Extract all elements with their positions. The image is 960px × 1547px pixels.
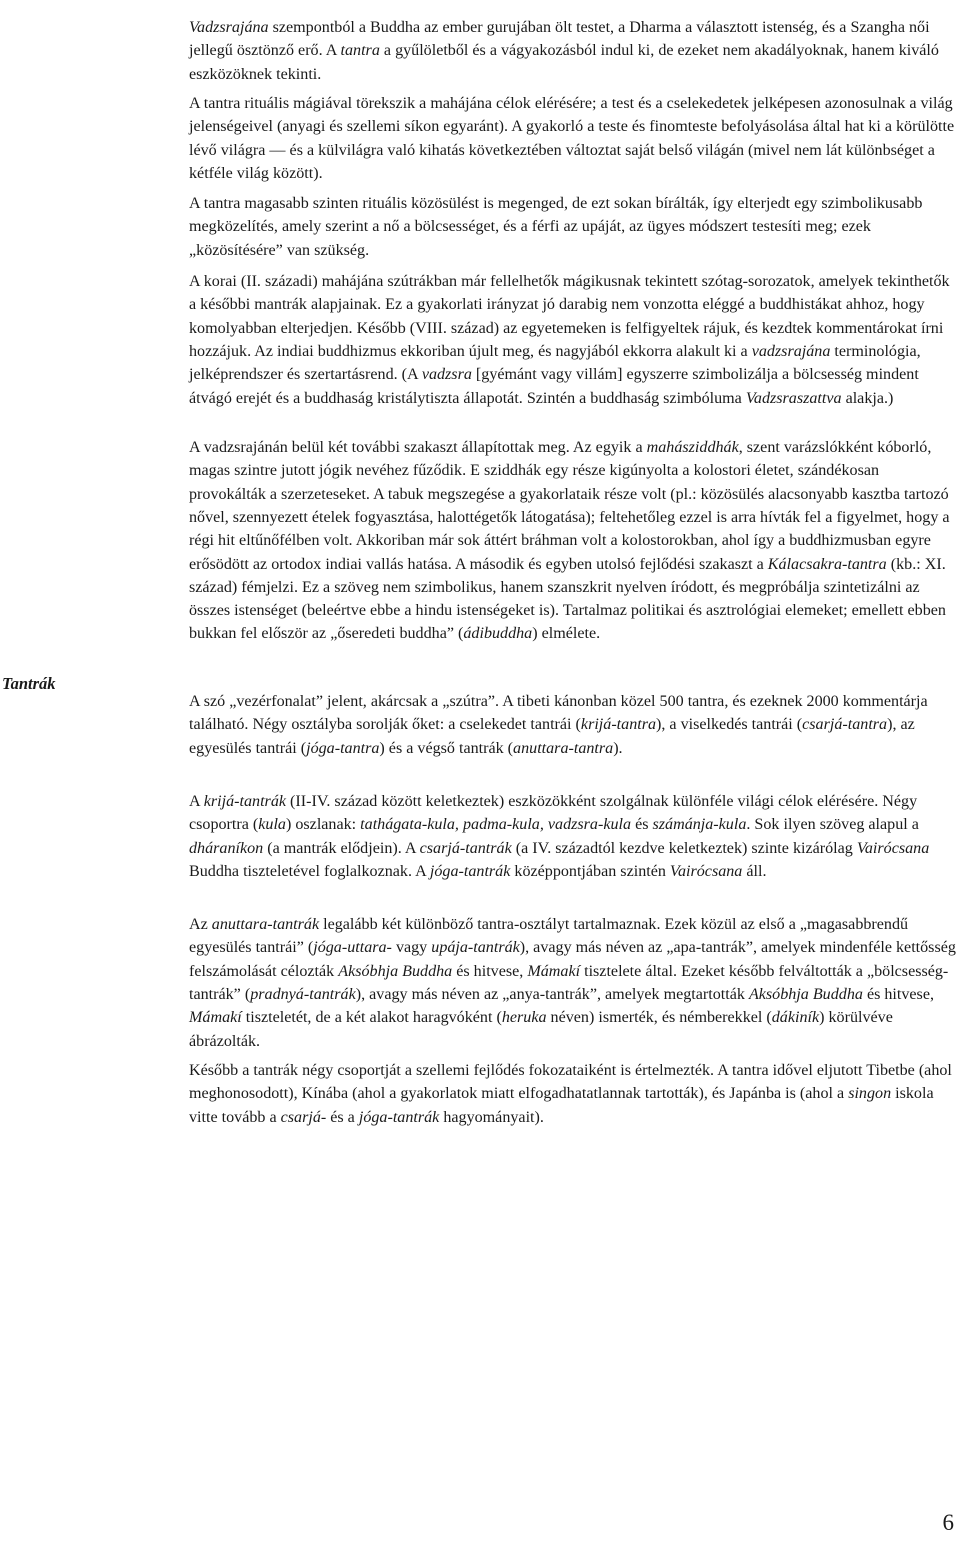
paragraph: Az anuttara-tantrák legalább két különböző tantra-osztályt tartalmaznak. Ezek közül az első a „magasabbrendű egyesülés tantrái” (jóga-uttara- vagy upája-tantrák), avagy más néven az „apa-tantrák”, amelyek mindenféle kettősség felszámolását célozták Aksóbhja Buddha és hitvese, Mámakí tisztelete által. Ezeket később felváltották a „bölcsesség-tantrák” (pradnyá-tantrák), avagy más néven az „anya-tantrák”, amelyek megtartották Aksóbhja Buddha és hitvese, Mámakí tiszteletét, de a két alakot haragvóként (heruka néven) ismerték, és némberekkel (dákiník) körülvéve ábrázolták. bbox=[189, 916, 956, 1050]
page-number: 6 bbox=[942, 1510, 954, 1535]
paragraph: A tantra rituális mágiával törekszik a mahájána célok elérésére; a test és a cselekedetek jelképesen azonosulnak a világ jelenségeivel (anyagi és szellemi síkon egyaránt). A gyakorló a teste és finomteste befolyásolása által hat ki a körülötte lévő világra — és a külvilágra való kihatás következtében változtat saját belső világán (mivel nem lát különbséget a kétféle világ között). bbox=[189, 95, 955, 182]
paragraph: Vadzsrajána szempontból a Buddha az ember gurujában ölt testet, a Dharma a választott istenség, és a Szangha női jellegű ösztönző erő. A tantra a gyűlöletből és a vágyakozásból indul ki, de ezeket nem akadályoknak, hanem kiváló eszközöknek tekinti. bbox=[189, 19, 939, 83]
paragraph: A korai (II. századi) mahájána szútrákban már fellelhetők mágikusnak tekintett szótag-sorozatok, amelyek tekinthetők a későbbi mantrák alapjainak. Ez a gyakorlati irányzat jó darabig nem vonzotta eléggé a buddhistákat ahhoz, hogy komolyabban elterjedjen. Később (VIII. század) az egyetemeken is felfigyeltek rájuk, és kezdtek kommentárokat írni hozzájuk. Az indiai buddhizmus ekkoriban újult meg, és nagyjából ekkorra alakult ki a vadzsrajána terminológia, jelképrendszer és szertartásrend. (A vadzsra [gyémánt vagy villám] egyszerre szimbolizálja a bölcsesség mindent átvágó erejét és a buddhaság kristálytiszta állapotát. Szintén a buddhaság szimbóluma Vadzsraszattva alakja.) bbox=[189, 273, 950, 407]
paragraph: A szó „vezérfonalat” jelent, akárcsak a „szútra”. A tibeti kánonban közel 500 tantra, és ezeknek 2000 kommentárja található. Négy osztályba sorolják őket: a cselekedet tantrái (krijá-tantra), a viselkedés tantrái (csarjá-tantra), az egyesülés tantrái (jóga-tantra) és a végső tantrák (anuttara-tantra). bbox=[189, 693, 928, 757]
paragraph: A tantra magasabb szinten rituális közösülést is megenged, de ezt sokan bírálták, így elterjedt egy szimbolikusabb megközelítés, amely szerint a nő a bölcsességet, és a férfi az upáját, az ügyes módszert testesíti meg; ezek „közösítésére” van szükség. bbox=[189, 195, 923, 259]
paragraph: A vadzsrajánán belül két további szakaszt állapítottak meg. Az egyik a mahásziddhák, szent varázslókként kóborló, magas szintre jutott jógik nevéhez fűződik. E sziddhák egy része kigúnyolta a kolostori életet, szándékosan provokálták a szerzeteseket. A tabuk megszegése a gyakorlataik része volt (pl.: közösülés alacsonyabb kasztba tartozó nővel, szennyezett ételek fogyasztása, halottégetők látogatása); feltehetőleg ezzel is arra hívták fel a figyelmet, hogy a régi hit eltűnőfélben volt. Akkoriban már sok áttért bráhman volt a kolostorokban, ahol így a buddhizmusban egyre erősödött az ortodox indiai vallás hatása. A második és egyben utolsó fejlődési szakaszt a Kálacsakra-tantra (kb.: XI. század) fémjelzi. Ez a szöveg nem szimbolikus, hanem szanszkrit nyelven íródott, és megpróbálja szintetizálni az összes istenséget (beleértve ebbe a hindu istenségeket is). Tartalmaz politikai és asztrológiai elemeket; emellett ebben bukkan fel először az „őseredeti buddha” (ádibuddha) elmélete. bbox=[189, 439, 950, 643]
section-label: Tantrák bbox=[2, 674, 56, 693]
paragraph: Később a tantrák négy csoportját a szellemi fejlődés fokozataiként is értelmezték. A tantra idővel eljutott Tibetbe (ahol meghonosodott), Kínába (ahol a gyakorlatok miatt elfogadhatatlannak tartották), és Japánba is (ahol a singon iskola vitte tovább a csarjá- és a jóga-tantrák hagyományait). bbox=[189, 1062, 952, 1126]
paragraph: A krijá-tantrák (II-IV. század között keletkeztek) eszközökként szolgálnak különféle világi célok elérésére. Négy csoportra (kula) oszlanak: tathágata-kula, padma-kula, vadzsra-kula és számánja-kula. Sok ilyen szöveg alapul a dháraníkon (a mantrák elődjein). A csarjá-tantrák (a IV. századtól kezdve keletkeztek) szinte kizárólag Vairócsana Buddha tiszteletével foglalkoznak. A jóga-tantrák középpontjában szintén Vairócsana áll. bbox=[189, 793, 930, 880]
